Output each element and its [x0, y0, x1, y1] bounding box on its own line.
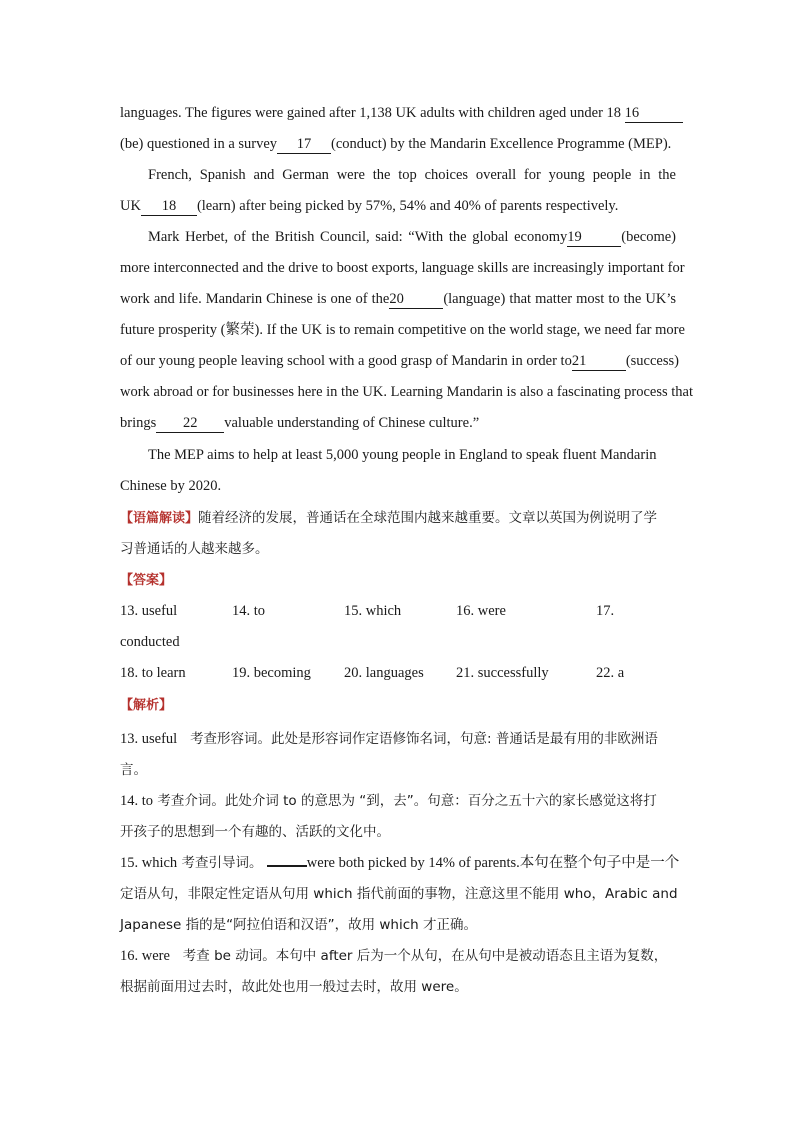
answer-14: 14. to — [232, 603, 266, 619]
analysis-number: 13. useful — [120, 731, 178, 747]
analysis-text: 考查形容词。此处是形容词作定语修饰名词，句意: 普通话是最有用的非欧洲语 — [190, 731, 658, 747]
blank-20: 20 — [389, 291, 443, 309]
answer-22: 22. a — [596, 665, 625, 681]
answers-tag: 【答案】 — [120, 573, 173, 588]
reading-summary-line-2: 习普通话的人越来越多。 — [120, 541, 269, 557]
analysis-16-line-1 — [120, 946, 676, 966]
passage-line-8: future prosperity (繁荣). If the UK is to remain competitive on the world stage, we need far more — [120, 322, 685, 338]
passage-line-13: Chinese by 2020. — [120, 478, 222, 494]
analysis-number: 15. which — [120, 855, 178, 871]
analysis-14-line-2: 开孩子的思想到一个有趣的、活跃的文化中。 — [120, 824, 390, 840]
passage-text: (learn) after being picked by 57%, 54% and 40% of parents respectively. — [196, 198, 619, 214]
analysis-text: were both picked by 14% of parents.本句在整个句子中是一个 — [306, 855, 680, 871]
passage-line-12: The MEP aims to help at least 5,000 young people in England to speak fluent Mandarin — [148, 447, 657, 463]
passage-text: Mark Herbet, of the British Council, said: “With the global economy — [148, 229, 568, 245]
passage-line-10: work abroad or for businesses here in the UK. Learning Mandarin is also a fascinating process that — [120, 384, 693, 400]
analysis-blank — [267, 865, 307, 867]
blank-22: 22 — [156, 415, 224, 433]
passage-text: of our young people leaving school with a good grasp of Mandarin in order to — [120, 353, 572, 369]
passage-line-1 — [120, 103, 676, 123]
blank-17: 17 — [277, 136, 331, 154]
analysis-text: 考查 be 动词。本句中 after 后为一个从句，在从句中是被动语态且主语为复数， — [182, 948, 668, 964]
passage-text: work and life. Mandarin Chinese is one of the — [120, 291, 390, 307]
passage-line-2 — [120, 134, 676, 154]
analysis-heading — [120, 695, 676, 716]
answer-13: 13. useful — [120, 603, 178, 619]
passage-text: brings — [120, 415, 157, 431]
passage-line-11 — [120, 413, 676, 433]
passage-line-5 — [148, 227, 676, 247]
answer-17: 17. — [596, 603, 615, 619]
analysis-14-line-1 — [120, 791, 676, 811]
answer-18: 18. to learn — [120, 665, 186, 681]
passage-line-4 — [120, 196, 676, 216]
blank-19: 19 — [567, 229, 621, 247]
answer-16: 16. were — [456, 603, 506, 619]
passage-text: languages. The figures were gained after 1,138 UK adults with children aged under 18 — [120, 105, 622, 121]
analysis-16-line-2: 根据前面用过去时，故此处也用一般过去时，故用 were。 — [120, 979, 468, 995]
analysis-13-line-1 — [120, 729, 676, 749]
passage-text: (become) — [621, 229, 676, 245]
blank-16: 16 — [625, 105, 683, 123]
reading-tag: 【语篇解读】 — [120, 511, 199, 526]
analysis-number: 16. were — [120, 948, 170, 964]
answer-15: 15. which — [344, 603, 402, 619]
passage-text: UK — [120, 198, 141, 214]
blank-21: 21 — [572, 353, 626, 371]
analysis-15-line-2: 定语从句，非限定性定语从句用 which 指代前面的事物，注意这里不能用 who，Arabic and — [120, 886, 678, 902]
passage-line-6: more interconnected and the drive to boost exports, language skills are increasingly important for — [120, 260, 685, 276]
answer-19: 19. becoming — [232, 665, 311, 681]
passage-text: (be) questioned in a survey — [120, 136, 278, 152]
answer-21: 21. successfully — [456, 665, 549, 681]
answer-20: 20. languages — [344, 665, 424, 681]
analysis-text: 考查介词。此处介词 to 的意思为 “到，去”。句意：百分之五十六的家长感觉这将打 — [157, 793, 657, 809]
answers-heading — [120, 570, 676, 591]
analysis-tag: 【解析】 — [120, 698, 173, 713]
analysis-number: 14. to — [120, 793, 154, 809]
answer-17-text: conducted — [120, 634, 180, 650]
passage-line-3: French, Spanish and German were the top choices overall for young people in the — [148, 167, 676, 183]
analysis-text: 考查引导词。 — [181, 855, 263, 871]
passage-line-9 — [120, 351, 679, 371]
passage-text: (conduct) by the Mandarin Excellence Programme (MEP). — [331, 136, 672, 152]
analysis-15-line-3: Japanese 指的是“阿拉伯语和汉语”，故用 which 才正确。 — [120, 917, 477, 933]
passage-text: (success) — [625, 353, 679, 369]
reading-text: 随着经济的发展，普通话在全球范围内越来越重要。文章以英国为例说明了学 — [198, 510, 658, 526]
analysis-13-line-2: 言。 — [120, 762, 147, 778]
reading-summary-line-1 — [120, 508, 676, 529]
analysis-15-line-1 — [120, 853, 680, 873]
passage-text: valuable understanding of Chinese culture.” — [224, 415, 480, 431]
blank-18: 18 — [141, 198, 197, 216]
passage-text: (language) that matter most to the UK’s — [443, 291, 676, 307]
passage-line-7 — [120, 289, 676, 309]
